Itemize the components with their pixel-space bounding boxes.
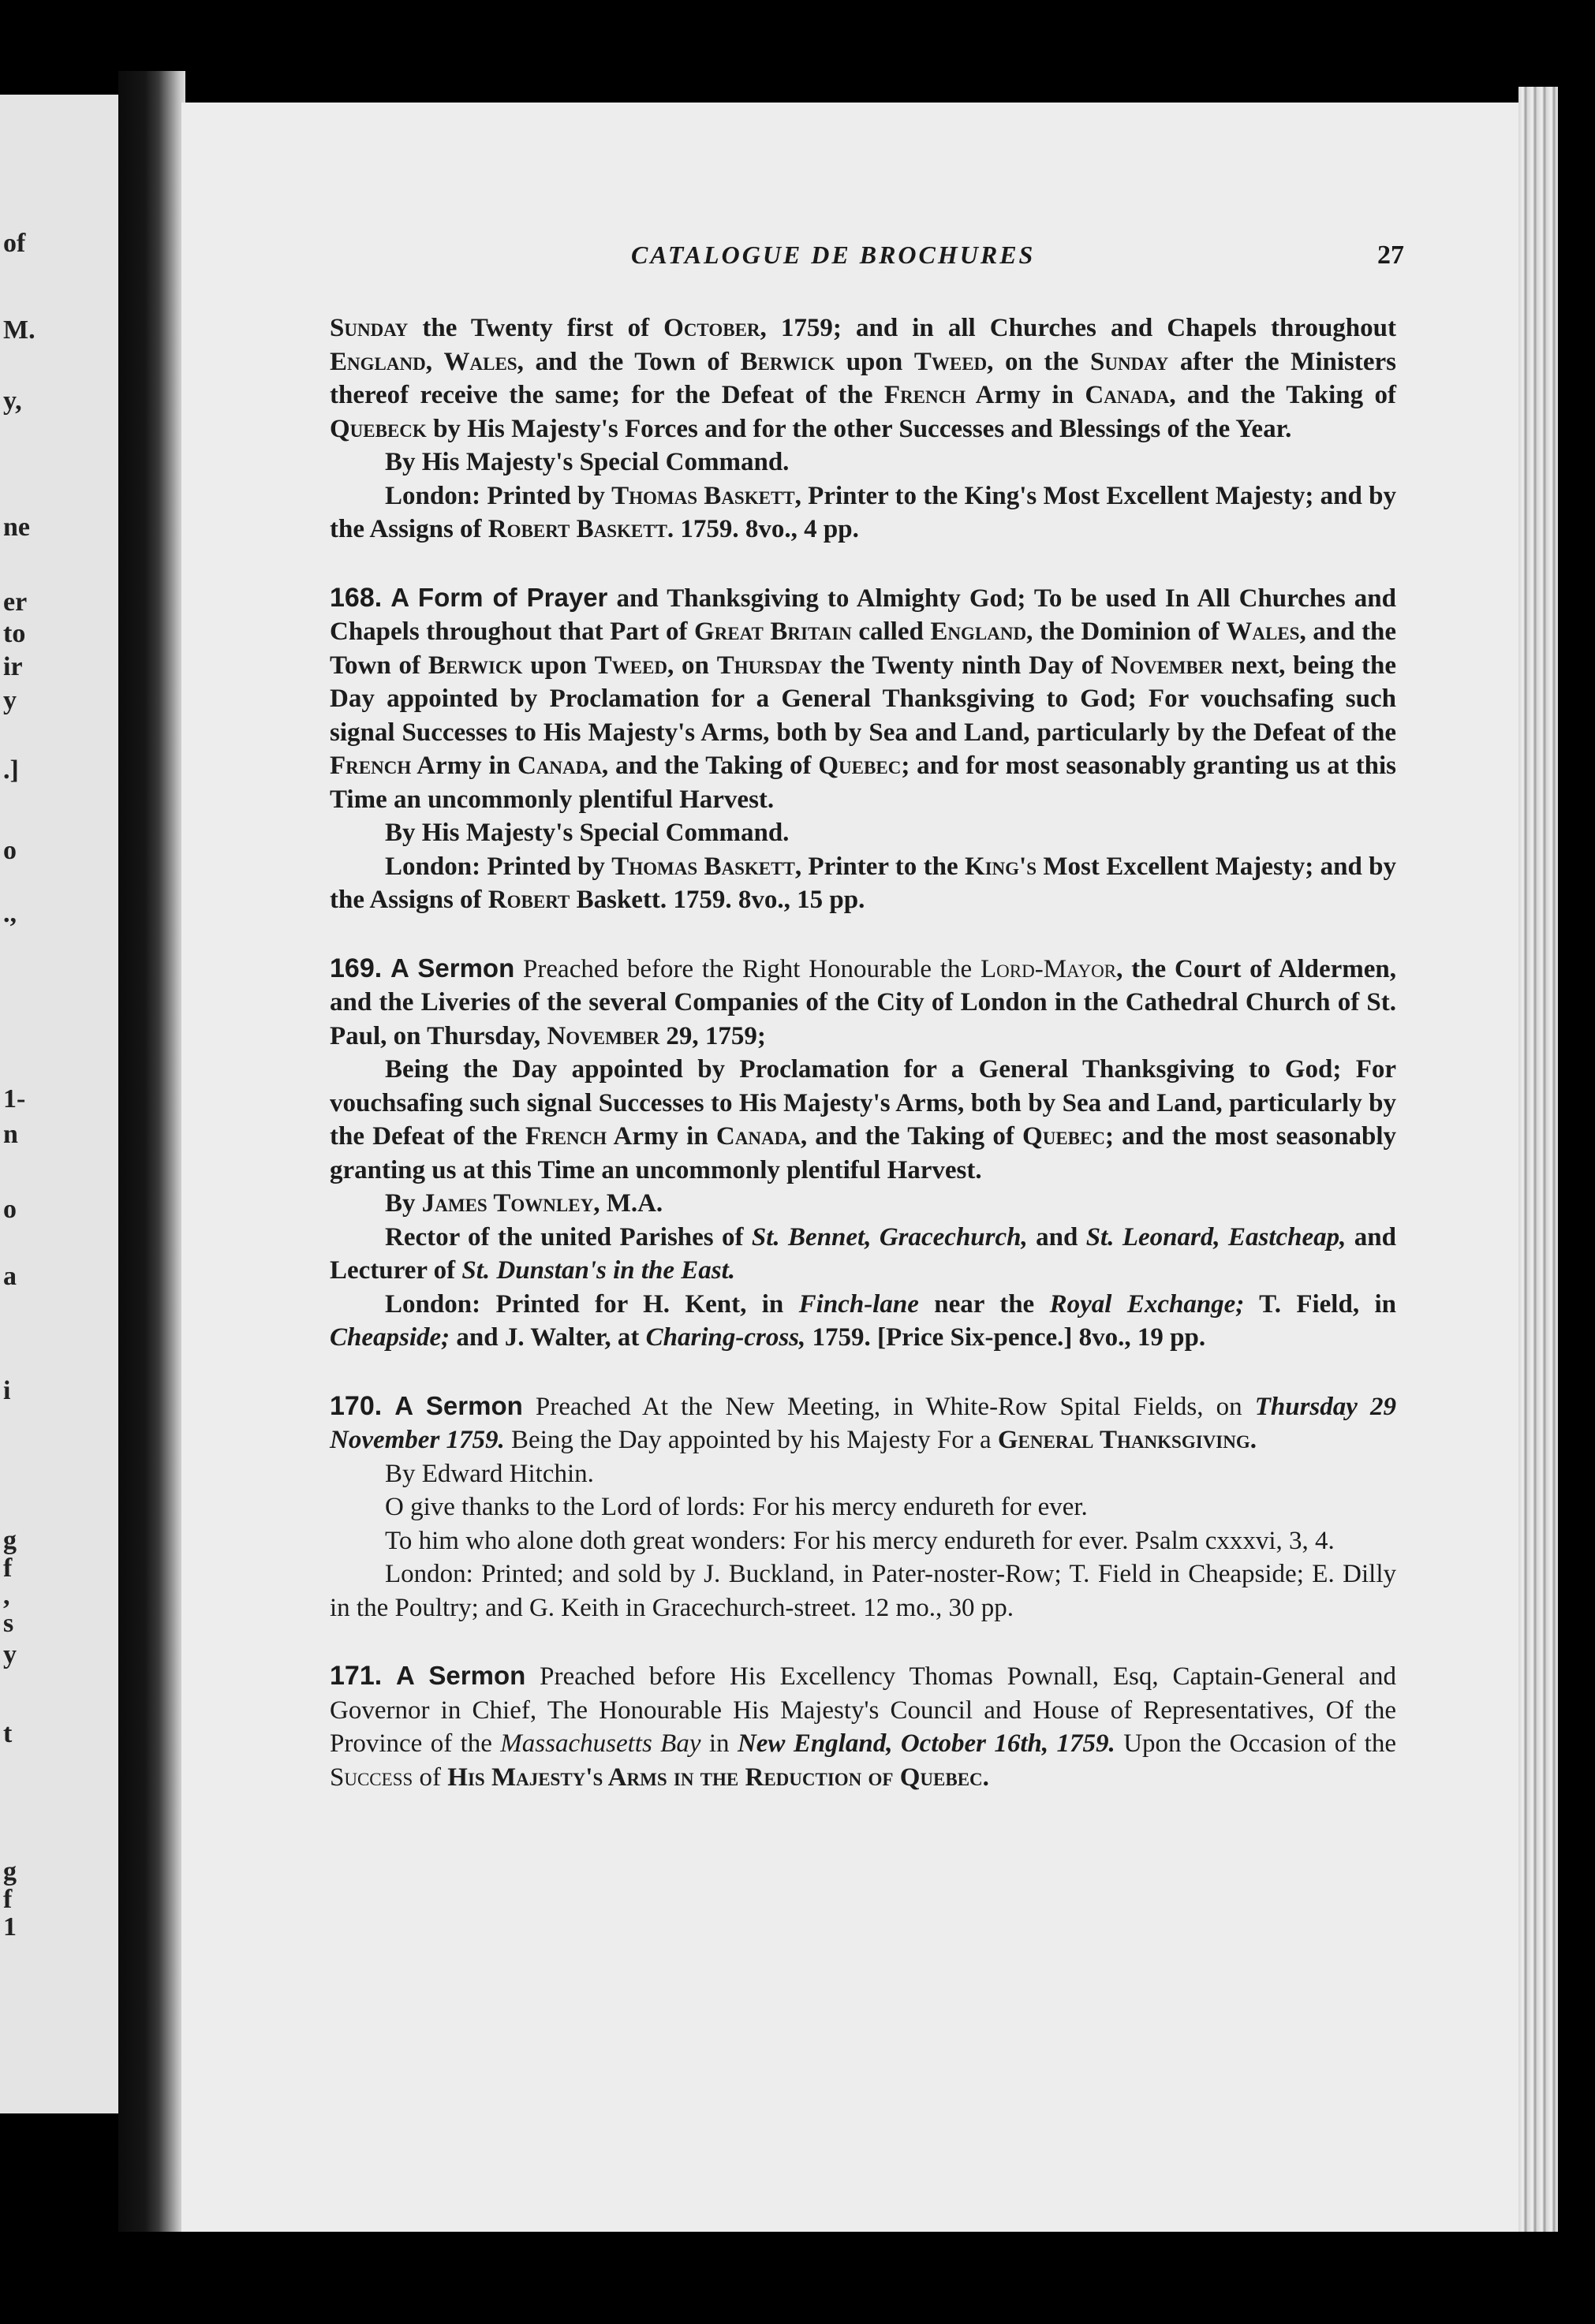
- entry-168-title: 168. A Form of Prayer and Thanksgiving to Almighty God; To be used In All Churches and Chapels throughout that Part of Great Britain called England, the Dominion of Wales, and the Town of Berwick upon Tweed, on Thursday the Twenty ninth Day of November next, being the Day appointed by Proclamation for a General Thanksgiving to God; For vouchsafing such signal Successes to His Majesty's Arms, both by Sea and Land, particularly by the Defeat of the French Army in Canada, and the Taking of Quebec; and for most seasonably granting us at this Time an uncommonly plentiful Harvest.: [330, 582, 1397, 814]
- left-page-fragment: g: [3, 1526, 17, 1555]
- entry-169-title: 169. A Sermon Preached before the Right Honourable the Lord-Mayor, the Court of Aldermen, and the Liveries of the several Companies of the City of London in the Cathedral Church of St. Paul, on Thursday, November 29, 1759;: [330, 953, 1397, 1050]
- entry-169-occasion: Being the Day appointed by Proclamation for a General Thanksgiving to God; For vouchsafing such signal Successes to His Majesty's Arms, both by Sea and Land, particularly by the Defeat of the French Army in Canada, and the Taking of Quebec; and the most seasonably granting us at this Time an uncommonly plentiful Harvest.: [330, 1055, 1397, 1184]
- entry-169-imprint: London: Printed for H. Kent, in Finch-lane near the Royal Exchange; T. Field, in Cheapside; and J. Walter, at Charing-cross, 1759. [Price Six-pence.] 8vo., 19 pp.: [330, 1289, 1397, 1352]
- left-page-fragment: 1: [3, 1912, 17, 1942]
- left-page-fragment: t: [3, 1719, 13, 1748]
- entry-keyword: A Form of Prayer: [390, 582, 608, 612]
- entry-number: 171.: [330, 1661, 383, 1691]
- left-page-fragment: y,: [3, 386, 22, 416]
- continuation-by-line: By His Majesty's Special Command.: [385, 448, 790, 476]
- entry-keyword: A Sermon: [390, 953, 515, 983]
- entry-170-quote-2: To him who alone doth great wonders: For his mercy endureth for ever. Psalm cxxxvi, 3, 4.: [385, 1526, 1335, 1555]
- entry-170-title: 170. A Sermon Preached At the New Meeting, in White-Row Spital Fields, on Thursday 29 November 1759. Being the Day appointed by his Majesty For a General Thanksgiving.: [330, 1390, 1396, 1454]
- running-title: CATALOGUE DE BROCHURES: [631, 241, 1036, 269]
- left-page-fragment: to: [3, 619, 26, 648]
- page-header: [631, 241, 1404, 277]
- left-page-fragment: of: [3, 229, 26, 258]
- entry-number: 168.: [330, 582, 383, 613]
- left-page-fragment: f: [3, 1554, 13, 1583]
- left-page-fragment: .]: [3, 755, 19, 785]
- entry-169-rector: Rector of the united Parishes of St. Bennet, Gracechurch, and St. Leonard, Eastcheap, and Lecturer of St. Dunstan's in the East.: [330, 1222, 1396, 1285]
- left-page-fragment: M.: [3, 315, 35, 345]
- left-page-fragment: o: [3, 1195, 17, 1224]
- left-page-fragment: i: [3, 1376, 11, 1405]
- entry-169-by-line: By James Townley, M.A.: [385, 1189, 663, 1218]
- catalogue-entry-170: [330, 1390, 1396, 1625]
- page-number: 27: [1377, 241, 1404, 270]
- left-page-fragment: ne: [3, 513, 30, 542]
- left-page-fragment: o: [3, 836, 17, 865]
- entry-170-imprint: London: Printed; and sold by J. Buckland, in Pater-noster-Row; T. Field in Cheapside; E. Dilly in the Poultry; and G. Keith in Gracechurch-street. 12 mo., 30 pp.: [330, 1560, 1396, 1622]
- entry-171-title: 171. A Sermon Preached before His Excellency Thomas Pownall, Esq, Captain-General and Governor in Chief, The Honourable His Majesty's Council and House of Representatives, Of the Province of the Massachusetts Bay in New England, October 16th, 1759. Upon the Occasion of the Success of His Majesty's Arms in the Reduction of Quebec.: [330, 1661, 1397, 1792]
- catalogue-entry-168: [330, 581, 1396, 917]
- book-gutter: [118, 71, 185, 2232]
- left-page-edge: [0, 95, 118, 2113]
- left-page-fragment: ,: [3, 1581, 10, 1610]
- catalogue-text: [330, 311, 1396, 1794]
- entry-keyword: A Sermon: [394, 1390, 523, 1420]
- catalogue-entry-169: [330, 952, 1396, 1355]
- entry-170-quote-1: O give thanks to the Lord of lords: For his mercy endureth for ever.: [385, 1493, 1088, 1521]
- entry-168-by-line: By His Majesty's Special Command.: [385, 819, 790, 847]
- left-page-fragment: a: [3, 1262, 17, 1291]
- entry-keyword: A Sermon: [396, 1661, 526, 1690]
- continuation-imprint: London: Printed by Thomas Baskett, Printer to the King's Most Excellent Majesty; and by the Assigns of Robert Baskett. 1759. 8vo., 4 pp.: [330, 481, 1396, 543]
- entry-170-by-line: By Edward Hitchin.: [385, 1459, 594, 1488]
- left-page-fragment: g: [3, 1857, 17, 1886]
- entry-continuation: [330, 311, 1396, 546]
- catalogue-entry-171: [330, 1659, 1396, 1794]
- left-page-fragment: s: [3, 1609, 14, 1638]
- left-page-fragment: y: [3, 686, 17, 715]
- entry-number: 169.: [330, 953, 383, 983]
- entry-number: 170.: [330, 1390, 383, 1421]
- left-page-fragment: n: [3, 1120, 18, 1149]
- left-page-fragment: f: [3, 1885, 13, 1914]
- left-page-fragment: er: [3, 588, 28, 617]
- page-edges: [1518, 87, 1558, 2232]
- left-page-fragment: y: [3, 1640, 17, 1669]
- left-page-fragment: .,: [3, 899, 17, 928]
- left-page-fragment: 1-: [3, 1084, 26, 1114]
- continuation-paragraph: Sunday the Twenty first of October, 1759; and in all Churches and Chapels throughout England, Wales, and the Town of Berwick upon Tweed, on the Sunday after the Ministers thereof receive the same; for the Defeat of the French Army in Canada, and the Taking of Quebeck by His Majesty's Forces and for the other Successes and Blessings of the Year.: [330, 314, 1396, 443]
- entry-168-imprint: London: Printed by Thomas Baskett, Printer to the King's Most Excellent Majesty; and by the Assigns of Robert Baskett. 1759. 8vo., 15 pp.: [330, 852, 1396, 914]
- left-page-fragment: ir: [3, 652, 23, 681]
